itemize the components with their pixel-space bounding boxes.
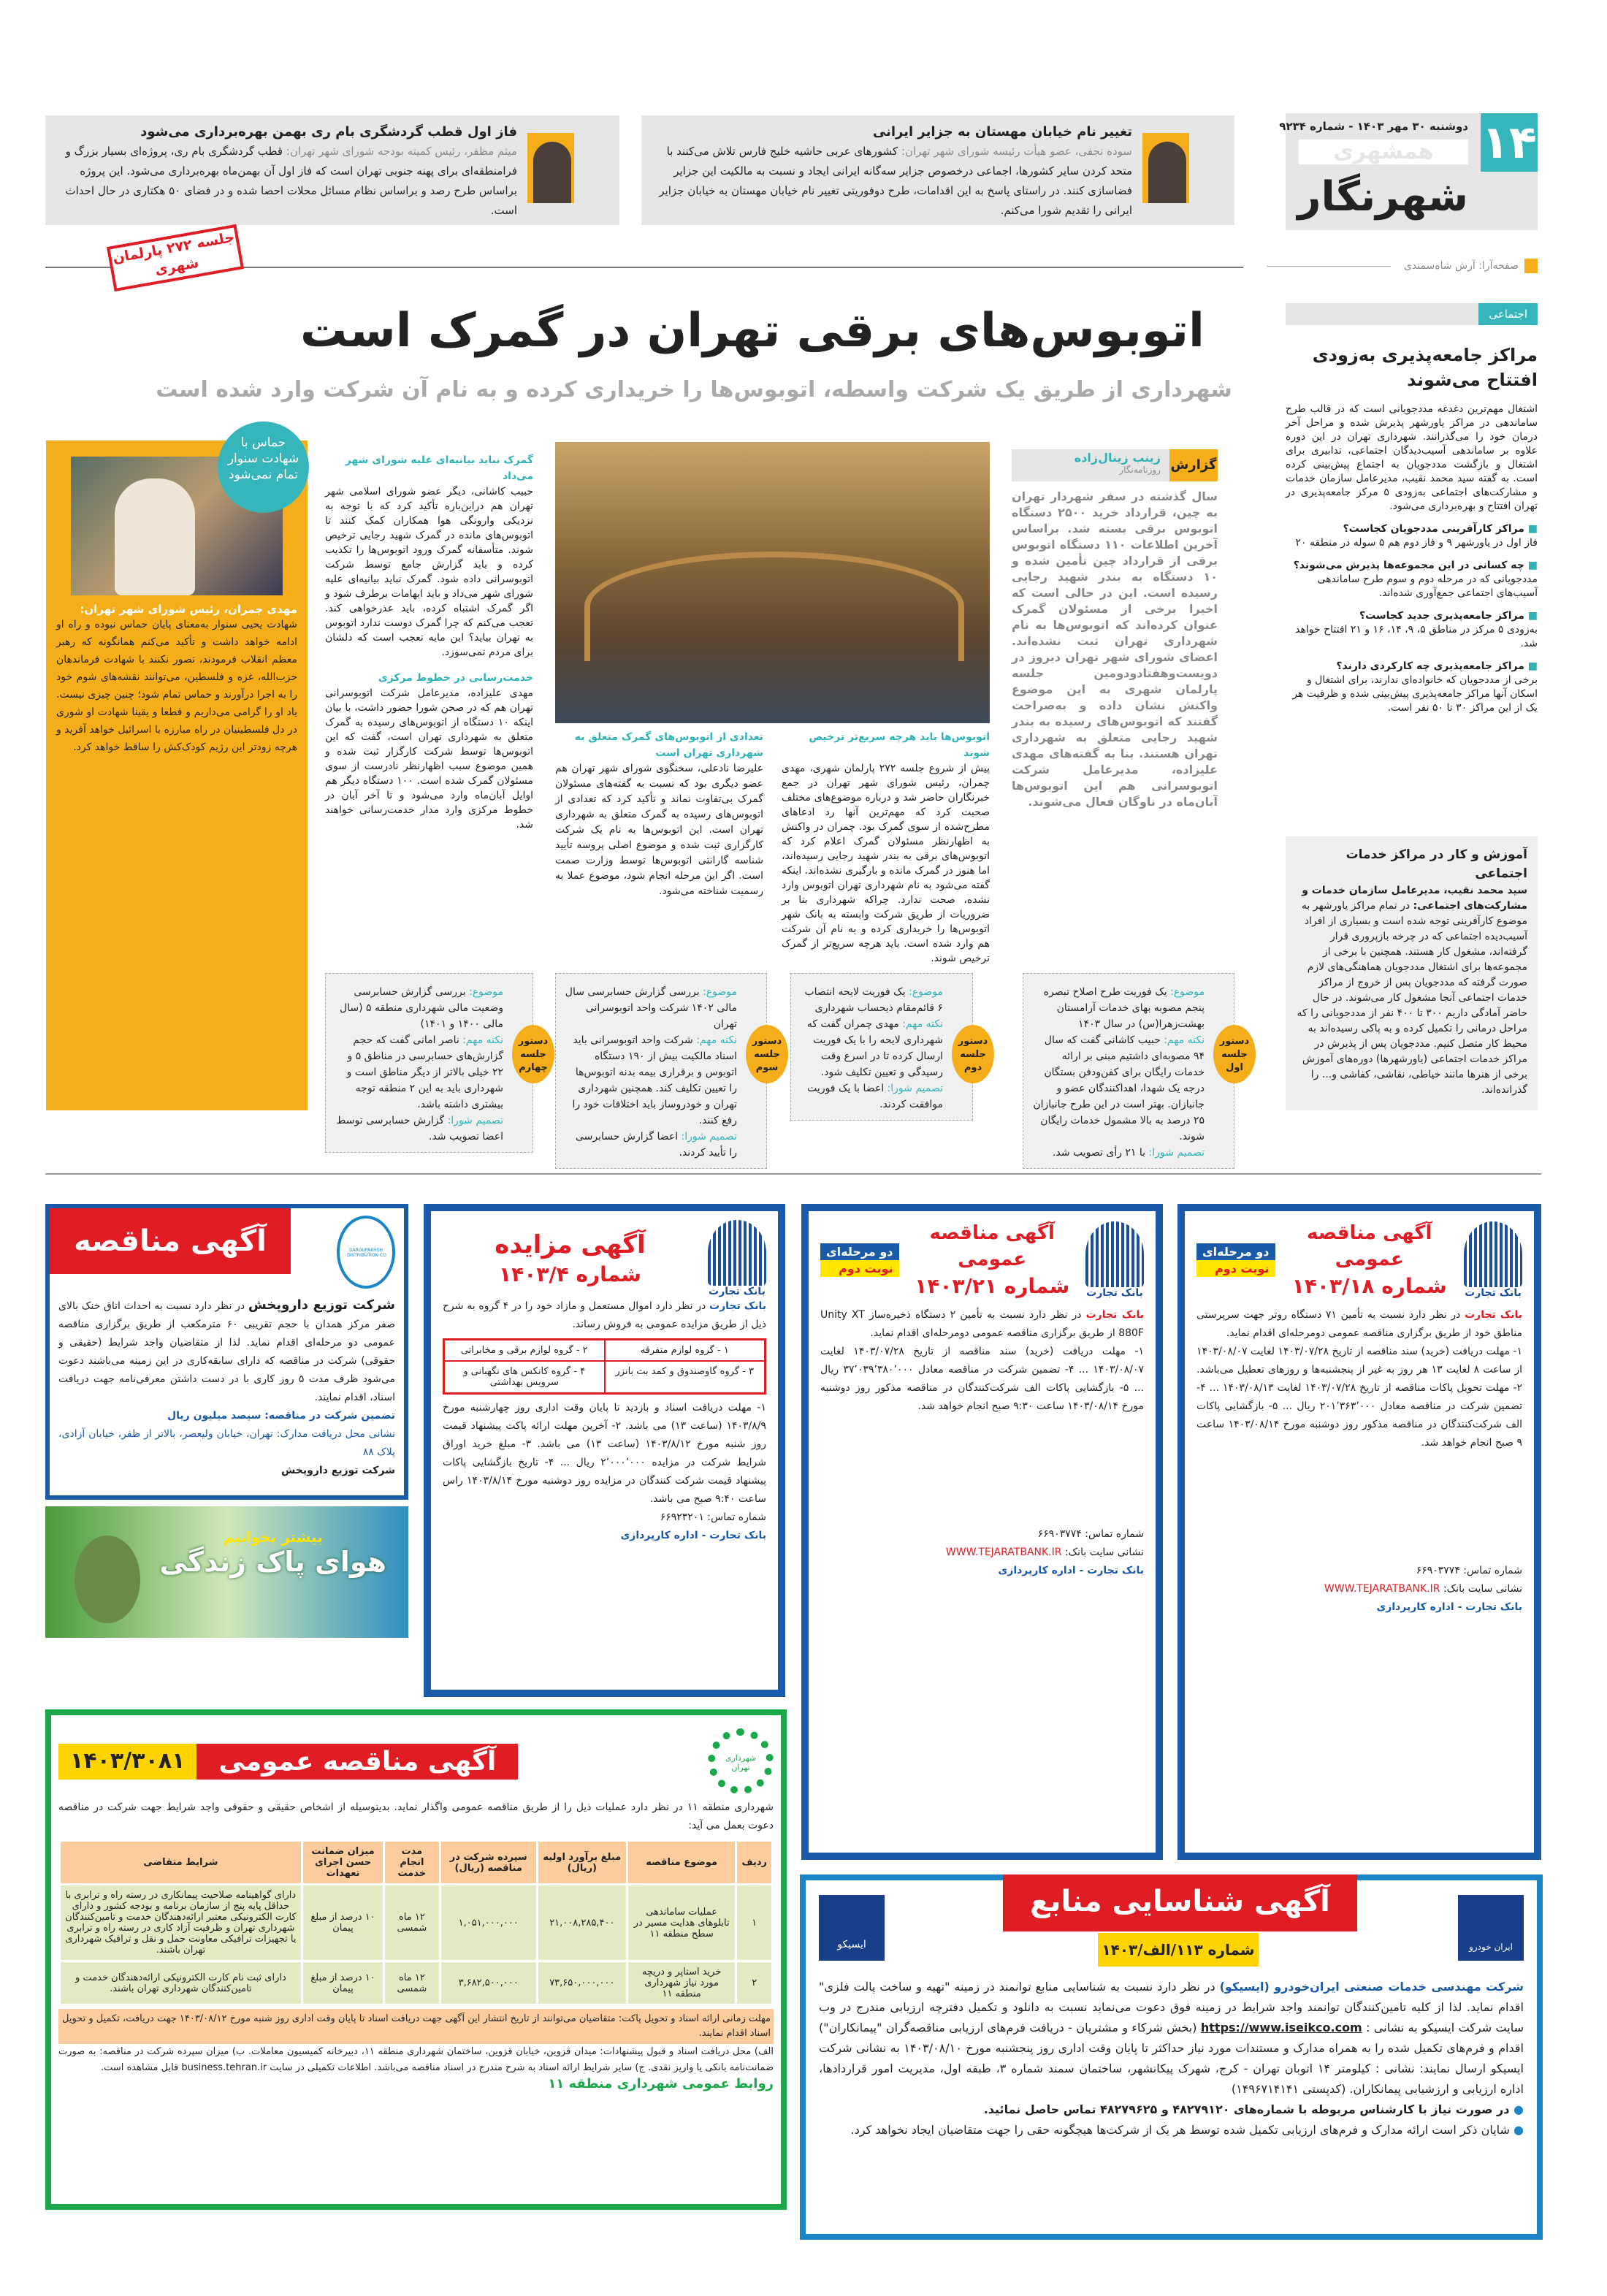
teaser-box [45, 115, 619, 225]
cell: ۱ [736, 1885, 773, 1961]
portrait-photo [527, 133, 574, 203]
ad-intro: در نظر دارد نسبت به تأمین ۷۱ دستگاه روتر جهت سرپرستی مناطق خود از طریق برگزاری مناقصه عمومی دومرحله‌ای اقدام نماید. [1196, 1309, 1522, 1339]
teaser-text: قطب گردشگری بام ری، پروژه‌ای بسیار بزرگ و فرامنطقه‌ای برای پهنه جنوبی تهران است که فاز اول آن بهمن‌ماه بهره‌برداری می‌شود. این پروژه براساس طرح رصد و براساس نظام مسائل محلات احصا شده و در فضای ۵۰ هکتاری در حال احداث است. [65, 145, 517, 217]
teaser-speaker: سوده نجفی، عضو هیأت رئیسه شورای شهر تهران: [901, 145, 1132, 158]
cell: ۱,۰۵۱,۰۰۰,۰۰۰ [440, 1885, 537, 1961]
section-text: مهدی علیزاده، مدیرعامل شرکت اتوبوسرانی تهران هم که در صحن شورا حضور داشت، با بیان اینکه ۱۰ دستگاه از اتوبوس‌های رسیده به گمرک متعلق به شهرداری تهران است، گفت که این اتوبوس‌ها توسط شرکت کارگزار ثبت شده و همین موضوع سبب اظهارنظر نادرست از سوی مسئولان گمرک شده است. ۱۰۰ دستگاه دیگر هم اوایل آبان‌ماه وارد می‌شود و تا آخر آبان در خطوط مرکزی وارد مدار خدمت‌رسانی خواهند شد. [325, 687, 533, 831]
council-session-photo [555, 442, 990, 723]
divider [1267, 266, 1391, 267]
answer: مددجویانی که در مرحله دوم و سوم طرح ساماندهی آسیب‌های اجتماعی جمع‌آوری شده‌اند. [1317, 573, 1538, 599]
label: نکته مهم: [696, 1034, 737, 1046]
ad-title: آگهی مناقصه عمومی [929, 1222, 1055, 1270]
ad-title: آگهی مناقصه عمومی [1307, 1222, 1432, 1270]
topic: بررسی گزارش حسابرسی وضعیت مالی شهرداری منطقه ۵ (سال مالی ۱۴۰۰ و ۱۴۰۱) [339, 986, 503, 1030]
session-badge: دستور جلسه اول [1213, 1025, 1256, 1083]
ad-number: شماره ۱۴۰۳/۱۸ [1291, 1274, 1447, 1298]
company-name: شرکت مهندسی خدمات صنعتی ایران‌خودرو (ایسیکو) [1219, 1980, 1524, 1994]
marker-icon [1524, 259, 1538, 273]
cell: عملیات ساماندهی تابلوهای هدایت مسیر در سطح منطقه ۱۱ [627, 1885, 736, 1961]
company-name: شرکت توزیع داروپخش [248, 1297, 395, 1313]
divider [45, 1173, 1541, 1175]
cell: ۱۲ ماه شمسی [384, 1961, 440, 2005]
question: مراکز کارآفرینی مددجویان کجاست؟ [1343, 523, 1524, 535]
iseikco-logo: ایسیکو [819, 1895, 885, 1961]
answer: برخی از مددجویان که خانواده‌ای ندارند، برای اشتغال و اسکان آنها مراکز جامعه‌پذیری پیش‌بینی شده و ظرفیت هر یک از این مراکز ۳۰ تا ۵۰ نفر است. [1292, 674, 1538, 714]
badge: دو مرحله‌ای [820, 1243, 899, 1260]
group-item: ۴ - گروه کانکس های نگهبانی و سرویس بهداشتی [444, 1361, 605, 1393]
cell: ۲۱,۰۰۸,۲۸۵,۴۰۰ [537, 1885, 627, 1961]
col-header: سپرده شرکت در مناقصه (ریال) [440, 1841, 537, 1885]
ad-body: در نظر دارد نسبت به احداث اتاق خنک بالای صفر مرکز همدان با حجم تقریبی ۶۰ مترمکعب از طریق برگزاری مناقصه عمومی دو مرحله‌ای اقدام نماید. لذا از متقاضیان واجد شرایط (حقیقی و حقوقی) شرکت در مناقصه که دارای سابقه‌کاری در این زمینه می‌باشند دعوت می‌شود ظرف مدت ۵ روز کاری با در دست داشتن معرفی‌نامه جهت دریافت اسناد، اقدام نمایند. [58, 1300, 396, 1403]
ad-number: ۱۴۰۳/۳۰۸۱ [58, 1744, 196, 1780]
ad-body: ۱- مهلت دریافت (خرید) سند مناقصه از تاریخ ۱۴۰۳/۰۷/۲۸ لغایت ۱۴۰۳/۰۸/۰۷ ... ۴- تضمین شرکت در مناقصه معادل ۳۷٬۰۳۹٬۳۸۰٬۰۰۰ ریال ... ۵- بازگشایی پاکات الف شرکت‌کنندگان در مناقصه مذکور روز دوشنبه مورخ ۱۴۰۳/۰۸/۱۴ ساعت ۹:۳۰ صبح انجام خواهد شد. [820, 1346, 1144, 1412]
ad-title: آگهی مزایده [495, 1230, 646, 1259]
bank-website-link[interactable]: WWW.TEJARATBANK.IR [945, 1546, 1062, 1558]
label: تصمیم شورا: [681, 1131, 737, 1143]
badge: دو مرحله‌ای [1196, 1243, 1275, 1260]
tender-table [58, 1839, 774, 2006]
byline [1012, 449, 1218, 481]
ad-number: شماره ۱۱۳/الف/۱۴۰۳ [1098, 1933, 1259, 1967]
ad-note: نشانی محل دریافت مدارک: تهران، خیابان ولیعصر، بالاتر از ظفر، خیابان آزادی، پلاک ۸۸ [58, 1428, 395, 1458]
bank-name: بانک تجارت [709, 1300, 766, 1312]
article-col-3 [325, 442, 533, 832]
table-row [60, 1961, 773, 2005]
resolution-box [1023, 973, 1250, 1169]
masthead [1279, 113, 1538, 230]
session-badge: دستور جلسه دوم [952, 1025, 994, 1083]
qa-list: ■ مراکز کارآفرینی مددجویان کجاست؟ فاز اول در یاورشهر ۹ و فاز دوم هم ۵ سوله در منطقه ۲۰ ■ چه کسانی در این مجموعه‌ها پذیرش می‌شوند؟ مددجویانی که در مرحله دوم و سوم طرح ساماندهی آسیب‌های اجتماعی جمع‌آوری شده‌اند. ■ مراکز جامعه‌پذیری جدید کجاست؟ به‌زودی ۵ مرکز در مناطق ۵، ۹، ۱۴، ۱۶ و ۲۱ افتتاح خواهد شد. ■ مراکز جامعه‌پذیری چه کارکردی دارند؟ برخی از مددجویان که خانواده‌ای ندارند، برای اشتغال و اسکان آنها مراکز جامعه‌پذیری پیش‌بینی شده و ظرفیت هر یک از این مراکز ۳۰ تا ۵۰ نفر است. [1286, 522, 1538, 715]
ad-tejarat-tender-18 [1177, 1204, 1541, 1860]
col-header: موضوع مناقصه [627, 1841, 736, 1885]
quote-speaker: مهدی چمران، رئیس شورای شهر تهران: [80, 603, 297, 616]
bank-name: بانک تجارت [709, 1286, 766, 1297]
author-role: روزنامه‌نگار [1119, 465, 1161, 475]
site-label: نشانی سایت بانک: [1064, 1546, 1144, 1558]
label: تصمیم شورا: [887, 1083, 943, 1094]
resolution-box [325, 973, 549, 1153]
ad-note: شایان ذکر است ارائه مدارک و فرم‌های ارزیابی تکمیل شده توسط هر یک از شرکت‌ها هیچگونه حقی را جهت متقاضیان ایجاد نخواهد کرد. [850, 2123, 1510, 2137]
credit-text: صفحه‌آرا: آرش شاه‌سمندی [1403, 260, 1519, 272]
ad-body: ۱- مهلت دریافت اسناد و بازدید تا پایان وقت اداری روز چهارشنبه مورخ ۱۴۰۳/۸/۹ (ساعت ۱۳) می باشد. ۲- آخرین مهلت ارائه پاکت پیشنهاد قیمت روز شنبه مورخ ۱۴۰۳/۸/۱۲ (ساعت ۱۳) می باشد. ۳- مبلغ خرید اوراق شرایط شرکت در مزایده ۲٬۰۰۰٬۰۰۰ ریال ... ۴- تاریخ بازگشایی پاکات پیشنهاد قیمت شرکت کنندگان در مزایده روز دوشنبه مورخ ۱۴۰۳/۸/۱۴ راس ساعت ۹:۴۰ صبح می باشد. [443, 1402, 767, 1505]
note: مهدی چمران گفت که شهرداری لایحه را با یک فوریت ارسال کرده تا در اسرع وقت رسیدگی و تعیین تکلیف شود. [806, 1018, 943, 1078]
sidebar [1286, 303, 1538, 715]
subheadline: شهرداری از طریق یک شرکت واسطه، اتوبوس‌ها را خریداری کرده و به نام آن شرکت وارد شده است [156, 377, 1232, 403]
teaser-text: کشورهای عربی حاشیه خلیج فارس تلاش می‌کنند با متحد کردن سایر کشورها، اجماعی درخصوص جزایر سه‌گانه ایرانی ایجاد و نسبت به مالکیت این جزایر فضاسازی کنند. در راستای پاسخ به این اقدامات، طرح دوفوریتی تغییر نام خیابان مهستان به خیابان جزایر ایرانی را تقدیم شورا می‌کنم. [659, 145, 1132, 217]
ad-footer: بانک تجارت - اداره کارپردازی [998, 1565, 1144, 1576]
teaser-box [641, 115, 1234, 225]
col-header: مبلغ برآورد اولیه (ریال) [537, 1841, 627, 1885]
author-name: زینب زینال‌زاده [1074, 451, 1161, 465]
tejarat-bank-logo [708, 1220, 766, 1286]
resolution-box [790, 973, 988, 1121]
ad-body: ۱- مهلت دریافت (خرید) سند مناقصه از تاریخ ۱۴۰۳/۰۷/۲۸ لغایت ۱۴۰۳/۰۸/۰۷ از ساعت ۸ لغایت ۱۳ هر روز به غیر از پنجشنبه‌ها و روزهای تعطیل می‌باشد. ۲- مهلت تحویل پاکات مناقصه از تاریخ ۱۴۰۳/۰۷/۲۸ لغایت ۱۴۰۳/۰۸/۱۳ ... ۴- تضمین شرکت در مناقصه معادل ۲۰۱٬۳۶۳٬۰۰۰ ریال ... ۵- بازگشایی پاکات الف شرکت‌کنندگان در مناقصه مذکور روز دوشنبه مورخ ۱۴۰۳/۰۸/۱۴ ساعت ۹ صبح انجام خواهد شد. [1196, 1346, 1523, 1449]
quote-box [46, 435, 308, 1110]
article-col-2b [555, 729, 763, 899]
teaser-title: فاز اول قطب گردشگری بام ری بهمن بهره‌برداری می‌شود [140, 124, 517, 140]
session-badge: دستور جلسه چهارم [512, 1025, 554, 1083]
banner-text: هوای پاک زندگی [159, 1546, 386, 1578]
cell: ۳,۶۸۲,۵۰۰,۰۰۰ [440, 1961, 537, 2005]
label: موضوع: [909, 986, 943, 998]
topic: یک فوریت طرح اصلاح تبصره پنجم مصوبه بهای خدمات آرامستان بهشت‌زهرا(س) در سال ۱۴۰۳ [1043, 986, 1205, 1030]
ad-daroupakhsh-tender [45, 1204, 408, 1500]
answer: فاز اول در یاورشهر ۹ و فاز دوم هم ۵ سوله در منطقه ۲۰ [1295, 537, 1538, 549]
decision: اعضا گزارش حسابرسی را تأیید کردند. [575, 1131, 737, 1159]
teaser-title: تغییر نام خیابان مهستان به جزایر ایرانی [872, 124, 1132, 140]
bank-name: بانک تجارت [1085, 1309, 1144, 1321]
ad-phone: شماره تماس: ۶۶۹۲۳۲۰۱ [660, 1511, 766, 1523]
badge: نوبت دوم [820, 1260, 899, 1277]
section-heading: تعدادی از اتوبوس‌های گمرک متعلق به شهرداری تهران است [574, 731, 763, 759]
ad-body: (بخش شرکاء و مشتریان - دریافت فرم‌های ارزیابی مناقصه‌گران "پیمانکاران") اقدام و فرم‌های تکمیل شده را به همراه مدارک و مستندات مورد نیاز حداکثر تا پایان وقت اداری روز پنجشنبه مورخ ۱۴۰۳/۰۸/۱۰ به نشانی شرکت ایسیکو ارسال نمایند: نشانی : کیلومتر ۱۴ اتوبان تهران - کرج، شهرک پیکانشهر، ساختمان سمند شماره ۳، طبقه اول، مدیریت امور قراردادها، اداره ارزیابی و ارزشیابی پیمانکاران. (کدپستی ۱۴۹۶۷۱۴۱۴۱) [819, 2021, 1524, 2096]
topic: یک فوریت لایحه انتصاب ۶ قائم‌مقام ذیحساب شهرداری [804, 986, 943, 1014]
section-tag-bar [1286, 303, 1538, 325]
ad-intro: شهرداری منطقه ۱۱ در نظر دارد عملیات ذیل را از طریق مناقصه عمومی واگذار نماید. بدینوسیله از اشخاص حقیقی و حقوقی واجد شرایط جهت شرکت در مناقصه دعوت بعمل می آید: [58, 1801, 774, 1831]
ad-phone: شماره تماس: ۶۶۹۰۳۷۷۴ [1037, 1528, 1144, 1540]
cell: ۱۰ درصد از مبلغ پیمان [302, 1961, 383, 2005]
label: نکته مهم: [462, 1034, 503, 1046]
banner-text: بیشتر بخوانیم [223, 1528, 323, 1546]
badge: نوبت دوم [1196, 1260, 1275, 1277]
page-number: ۱۴ [1481, 113, 1538, 172]
section-text: حبیب کاشانی، دیگر عضو شورای اسلامی شهر تهران هم دراین‌باره تأکید کرد که با توجه به نزدیکی وارونگی هوا همکاران کمک کنند تا اتوبوس‌های مانده در گمرک شهید رجایی ترخیص شوند. متأسفانه گمرک ورود اتوبوس‌ها را تکذیب کرده و باید گزارش جامع توسط شرکت اتوبوسرانی داده شود. گمرک نباید بیانیه‌ای علیه شورای شهر می‌داد و باید ابهامات برطرف شود و اگر گمرک اشتباه کرده، باید عذرخواهی کند. تعجب می‌کنم که چرا گمرک دوست ندارد اتوبوس به تهران بیاید؟ این مایه تعجب است که دلشان برای مردم نمی‌سوزد. [325, 486, 533, 658]
section-heading: خدمت‌رسانی در خطوط مرکزی [378, 672, 533, 684]
session-stamp: جلسه ۲۷۲ پارلمان شهری [107, 224, 244, 291]
ad-deadline: مهلت زمانی ارائه اسناد و تحویل پاکت: متقاضیان می‌توانند از تاریخ انتشار این آگهی جهت دریافت اسناد تا پایان وقت اداری روز شنبه مورخ ۱۴۰۳/۰۸/۱۲ جهت دریافت، تکمیل و تحویل اسناد اقدام نمایند. [58, 2009, 774, 2044]
ad-tejarat-tender-21 [801, 1204, 1163, 1860]
cell: ۱۲ ماه شمسی [384, 1885, 440, 1961]
ad-footer: بانک تجارت - اداره کارپردازی [620, 1530, 766, 1541]
ad-intro: در نظر دارد نسبت به تأمین ۲ دستگاه ذخیره‌ساز Unity XT 880F از طریق برگزاری مناقصه عمومی دومرحله‌ای اقدام نماید. [820, 1309, 1144, 1339]
note: ناصر امانی گفت که حجم گزارش‌های حسابرسی در مناطق ۵ و ۲۲ خیلی بالاتر از دیگر مناطق است و شهرداری باید به این ۲ منطقه توجه بیشتری داشته باشد. [346, 1034, 503, 1110]
decision: گزارش حسابرسی توسط اعضا تصویب شد. [336, 1115, 503, 1143]
ad-note: تضمین شرکت در مناقصه: سیصد میلیون ریال [167, 1410, 395, 1422]
sidebar-title: مراکز جامعه‌پذیری به‌زودی افتتاح می‌شوند [1312, 345, 1538, 390]
ad-municipality-tender [45, 1709, 787, 2210]
article-col-1 [1012, 449, 1218, 810]
label: موضوع: [469, 986, 503, 998]
section-heading: گمرک نباید بیانیه‌ای علیه شورای شهر می‌داد [345, 454, 533, 482]
table-row [60, 1885, 773, 1961]
ad-tejarat-auction [424, 1204, 785, 1697]
ad-number: شماره ۱۴۰۳/۲۱ [915, 1274, 1070, 1298]
section-text: پیش از شروع جلسه ۲۷۲ پارلمان شهری، مهدی چمران، رئیس شورای شهر تهران در جمع خبرنگاران حاضر شد و درباره موضوع‌های مختلف صحبت کرد که مهم‌ترین آنها رد ادعاهای مطرح‌شده از سوی گمرک بود. چمران در واکنش به اظهارنظر مسئولان گمرک اعلام کرد که اتوبوس‌های برقی به بندر شهید رجایی رسیده‌اند، اما هنوز در گمرک مانده و بارگیری نشده‌اند. اینکه گفته می‌شود به نام شهرداری تهران اتوبوس وارد نشده، صحت ندارد. چراکه شهرداری بنا بر ضروریات از طریق شرکت وابسته به بانک شهر اتوبوس‌ها را خریداری کرده و به نام آن شرکت هم وارد شده است. باید هرچه سریع‌تر از گمرک ترخیص شوند. [782, 763, 990, 964]
bank-name: بانک تجارت [1465, 1287, 1522, 1299]
article-col-2a [782, 729, 990, 966]
article-lead: سال گذشته در سفر شهردار تهران به چین، قرارداد خرید ۲۵۰۰ دستگاه اتوبوس برقی بسته شد. براساس آخرین اطلاعات ۱۱۰ دستگاه اتوبوس برقی از قرارداد چین تأمین شده و ۱۰ دستگاه به بندر شهید رجایی رسیده است. این در حالی است که اخیرا برخی از مسئولان گمرک عنوان کرده‌اند که اتوبوس‌ها به نام شهرداری تهران ثبت نشده‌اند. اعضای شورای شهر تهران دیروز در دویست‌وهفتادودومین جلسه پارلمان شهری به این موضوع واکنش نشان داده و به‌صراحت گفتند که اتوبوس‌های رسیده به بندر شهید رجایی متعلق به شهرداری تهران هستند. بنا به گفته‌های مهدی علیزاده، مدیرعامل شرکت اتوبوسرانی هم این اتوبوس‌ها آبان‌ماه در ناوگان فعال می‌شوند. [1012, 489, 1218, 809]
question: مراکز جامعه‌پذیری جدید کجاست؟ [1359, 610, 1524, 622]
ad-number: شماره ۱۴۰۳/۴ [499, 1262, 641, 1286]
cell: خرید استاپر و دریچه مورد نیاز شهرداری منطقه ۱۱ [627, 1961, 736, 2005]
topic: بررسی گزارش حسابرسی سال مالی ۱۴۰۲ شرکت واحد اتوبوسرانی تهران [565, 986, 737, 1030]
bank-name: بانک تجارت [1465, 1309, 1522, 1321]
supplement-logo: همشهری [1299, 140, 1468, 164]
ad-title: آگهی مناقصه عمومی [196, 1744, 518, 1780]
question: چه کسانی در این مجموعه‌ها پذیرش می‌شوند؟ [1293, 560, 1524, 571]
tejarat-bank-logo [1085, 1221, 1144, 1287]
box-speaker: سید محمد نقیب، مدیرعامل سازمان خدمات و مشارکت‌های اجتماعی: [1302, 885, 1527, 912]
ad-title: آگهی شناسایی منابع [1003, 1874, 1357, 1931]
col-header: شرایط متقاضی [60, 1841, 302, 1885]
label: موضوع: [1170, 986, 1205, 998]
auction-groups [443, 1338, 766, 1395]
quote-text: شهادت یحیی سنوار به‌معنای پایان حماس نبوده و راه او ادامه خواهد داشت و تأکید می‌کنم همانگونه که رهبر معظم انقلاب فرمودند، تصور نکنند با شهادت فرماندهان حزب‌الله، غزه و فلسطین، می‌توانند نقشه‌های شوم خود را به اجرا درآورند و حماس تمام شود؛ چنین چیزی نیست. یاد او را گرامی می‌داریم و قطعا و یقینا شهادت او شوری در دل فلسطینیان در راه مبارزه با اسرائیل خواهد آفرید و هرچه زودتر این رژیم کودک‌کش را ساقط خواهد کرد. [56, 619, 297, 753]
cell: دارای گواهینامه صلاحیت پیمانکاری در رسته راه و ترابری با حداقل پایه پنج از سازمان برنامه و بودجه کشور و دارای کارت الکترونیکی معتبر ارائه‌دهندگان خدمت و تامین‌کنندگان شهرداری تهران و ظرفیت آزاد کاری در رسته راه و ترابری یا تجهیزات ترافیکی معاونت حمل و نقل و ترافیک شهرداری تهران باشند. [60, 1885, 302, 1961]
ad-footer: شرکت توزیع داروپخش [281, 1465, 395, 1476]
ad-iseikco-sourcing: ایران خودرو ایسیکو آگهی شناسایی منابع شماره ۱۱۳/الف/۱۴۰۳ شرکت مهندسی خدمات صنعتی ایران‌خودرو (ایسیکو) در نظر دارد نسبت به شناسایی منابع توانمند در زمینه "تهیه و ساخت پالت فلزی" اقدام نماید. لذا از کلیه تامین‌کنندگان توانمند واجد شرایط در زمینه فوق دعوت می‌نماید نسبت به دانلود و تکمیل دفترچه ارزیابی مندرج در وب سایت شرکت ایسیکو به نشانی : https://www.iseikco.com (بخش شرکاء و مشتریان - دریافت فرم‌های ارزیابی مناقصه‌گران "پیمانکاران") اقدام و فرم‌های تکمیل شده را به همراه مدارک و مستندات مورد نیاز حداکثر تا پایان وقت اداری روز پنجشنبه مورخ ۱۴۰۳/۰۸/۱۰ به نشانی شرکت ایسیکو ارسال نمایند: نشانی : کیلومتر ۱۴ اتوبان تهران - کرج، شهرک پیکانشهر، ساختمان سمند شماره ۳، طبقه اول، مدیریت امور قراردادها، اداره ارزیابی و ارزشیابی پیمانکاران. (کدپستی ۱۴۹۶۷۱۴۱۴۱) ● در صورت نیاز با کارشناس مربوطه با شماره‌های ۴۸۲۷۹۱۲۰ و ۴۸۲۷۹۶۲۵ تماس حاصل نمائید. ● شایان ذکر است ارائه مدارک و فرم‌های ارزیابی تکمیل شده توسط هر یک از شرکت‌ها هیچگونه حقی را جهت متقاضیان ایجاد نخواهد کرد. [800, 1874, 1543, 2240]
section-text: علیرضا نادعلی، سخنگوی شورای شهر تهران هم عضو دیگری بود که نسبت به گفته‌های مسئولان گمرک بی‌تفاوت نماند و تأکید کرد که تعدادی از اتوبوس‌های رسیده به گمرک متعلق به شهرداری تهران است. این اتوبوس‌ها به نام یک شرکت کارگزاری ثبت شده و موضوع اصلی پروسه تأیید شناسه گارانتی اتوبوس‌ها توسط وزارت صمت است. اگر این مرحله انجام شود، موضوع عملا به رسمیت شناخته می‌شود. [555, 763, 763, 897]
clean-air-banner [45, 1506, 408, 1638]
label: تصمیم شورا: [1148, 1147, 1205, 1159]
note: شرکت واحد اتوبوسرانی باید اسناد مالکیت بیش از ۱۹۰ دستگاه اتوبوس و برقراری بیمه بدنه اتوبوس‌ها را تعیین تکلیف کند. همچنین شهرداری تهران و خودروساز باید اختلافات خود را رفع کنند. [572, 1034, 737, 1126]
layout-credit [1267, 259, 1538, 273]
tehran-municipality-logo: شهرداری تهران [708, 1728, 774, 1794]
headline: اتوبوس‌های برقی تهران در گمرک است [300, 304, 1205, 358]
site-label: نشانی سایت بانک: [1443, 1583, 1522, 1595]
sidebar-box [1286, 836, 1538, 1110]
group-item: ۱ - گروه لوازم متفرقه [605, 1340, 766, 1361]
daroupakhsh-logo: DAROUPAKHSH DISTRIBUTION CO. [337, 1216, 395, 1289]
cell: ۲ [736, 1961, 773, 2005]
decision: اعضا با یک فوریت موافقت کردند. [807, 1083, 943, 1110]
section-heading: اتوبوس‌ها باید هرچه سریع‌تر ترخیص شوند [809, 731, 990, 759]
bank-website-link[interactable]: WWW.TEJARATBANK.IR [1324, 1583, 1440, 1595]
section-tag: اجتماعی [1478, 303, 1538, 325]
cell: ۱۰ درصد از مبلغ پیمان [302, 1885, 383, 1961]
label: تصمیم شورا: [447, 1115, 503, 1126]
council-table [584, 552, 964, 661]
ad-footer: روابط عمومی شهرداری منطقه ۱۱ [548, 2076, 774, 2091]
cell: ۷۳,۶۵۰,۰۰۰,۰۰۰ [537, 1961, 627, 2005]
sidebar-lead: اشتغال مهم‌ترین دغدغه مددجویانی است که در قالب طرح ساماندهی در مراکز یاورشهر پذیرش شده و مراحل آخر درمان خود را می‌گذرانند. شهرداری تهران در این دوره علاوه بر ساماندهی آسیب‌دیدگان اجتماعی، تدابیری برای اشتغال و بازگشت مددجویان به اجتماع پیش‌بینی کرده است. به گفته سید محمد نقیب، مدیرعامل سازمان خدمات و مشارکت‌های اجتماعی به‌زودی ۵ مرکز جامعه‌پذیری در تهران افتتاح و بهره‌برداری می‌شود. [1286, 403, 1538, 512]
quote-badge: حماس با شهادت سنوار تمام نمی‌شود [218, 422, 309, 513]
speaker-figure [115, 478, 195, 595]
box-text: در تمام مراکز یاورشهر به موضوع کارآفرینی توجه شده است و بسیاری از افراد آسیب‌دیده اجتماعی که در چرخه بازپروری قرار گرفته‌اند، مشغول کار هستند. همچنین با برخی از مجموعه‌ها برای اشتغال مددجویان هماهنگی‌های لازم صورت گرفته که مددجویان پس از خروج از مراکز خدمات اجتماعی آنجا مشغول کار می‌شوند. در حال حاضر آمادگی داریم ۳۰۰ تا ۴۰۰ نفر از مددجویانی را که مراحل درمانی را تکمیل کرده و به پاکی رسیده‌اند به محیط کار متصل کنیم. مددجویان پس از پذیرش در مراکز خدمات اجتماعی (یاورشهرها) دوره‌های آموزش برخی از هنرها مانند خیاطی، نقاشی، کفاشی و... را گذرانده‌اند. [1297, 900, 1527, 1096]
ad-footer: بانک تجارت - اداره کارپردازی [1376, 1601, 1522, 1613]
iseikco-website-link[interactable]: https://www.iseikco.com [1200, 2021, 1362, 2034]
group-item: ۲ - گروه لوازم برقی و مخابراتی [444, 1340, 605, 1361]
label: نکته مهم: [902, 1018, 943, 1030]
decision: با ۲۱ رأی تصویب شد. [1053, 1147, 1146, 1159]
col-header: مدت انجام خدمت [384, 1841, 440, 1885]
table-header [60, 1841, 773, 1885]
portrait-photo [1142, 133, 1189, 203]
col-header: میزان ضمانت حسن اجرای تعهدات [302, 1841, 383, 1885]
resolution-box [555, 973, 782, 1169]
note: حبیب کاشانی گفت که سال ۹۴ مصوبه‌ای داشتیم مبنی بر ارائه خدمات رایگان برای کفن‌ودفن بستگان درجه یک شهدا، اهداکنندگان عضو و جانبازان. بهتر است در این طرح جانبازان ۲۵ درصد به بالا مشمول خدمات رایگان شوند. [1033, 1034, 1205, 1143]
answer: به‌زودی ۵ مرکز در مناطق ۵، ۹، ۱۴، ۱۶ و ۲۱ افتتاح خواهد شد. [1295, 624, 1538, 649]
label: موضوع: [703, 986, 737, 998]
kicker: گزارش [1169, 449, 1218, 481]
ad-notes: الف) محل دریافت اسناد و قبول پیشنهادات: میدان قزوین، خیابان قزوین، ساختمان شهرداری منطقه ۱۱، دبیرخانه کمیسیون معاملات. ب) میزان سپرده شرکت در مناقصه: به صورت ضمانت‌نامه بانکی یا واریز نقدی. ج) سایر شرایط ارائه اسناد به شرح مندرج در اسناد مناقصه می‌باشد. اطلاعات تکمیلی در سایت business.tehran.ir قابل مشاهده است. [58, 2046, 774, 2073]
ad-contact: در صورت نیاز با کارشناس مربوطه با شماره‌های ۴۸۲۷۹۱۲۰ و ۴۸۲۷۹۶۲۵ تماس حاصل نمائید. [983, 2102, 1510, 2116]
tree-icon [75, 1536, 140, 1623]
tejarat-bank-logo [1464, 1221, 1522, 1287]
ad-title: آگهی مناقصه [50, 1208, 291, 1274]
col-header: ردیف [736, 1841, 773, 1885]
teaser-speaker: میثم مظفر، رئیس کمیته بودجه شورای شهر تهران: [286, 145, 517, 158]
bank-name: بانک تجارت [1086, 1287, 1143, 1299]
ad-body: در نظر دارد نسبت به شناسایی منابع توانمند در زمینه "تهیه و ساخت پالت فلزی" اقدام نماید. لذا از کلیه تامین‌کنندگان توانمند واجد شرایط در زمینه فوق دعوت می‌نماید نسبت به دانلود و تکمیل دفترچه ارزیابی مندرج در وب سایت شرکت ایسیکو به نشانی : [819, 1980, 1524, 2034]
box-title: آموزش و کار در مراکز خدمات اجتماعی [1345, 847, 1527, 881]
group-item: ۳ - گروه گاوصندوق و کمد بت بانزر [605, 1361, 766, 1393]
irankhodro-logo: ایران خودرو [1458, 1895, 1524, 1961]
ad-intro: در نظر دارد اموال مستعمل و مازاد خود را در ۴ گروه به شرح ذیل از طریق مزایده عمومی به فروش رساند. [443, 1300, 766, 1330]
ad-phone: شماره تماس: ۶۶۹۰۳۷۷۴ [1416, 1565, 1522, 1576]
session-badge: دستور جلسه سوم [746, 1025, 788, 1083]
cell: دارای ثبت نام کارت الکترونیکی ارائه‌دهندگان خدمت و تامین‌کنندگان شهرداری تهران باشند. [60, 1961, 302, 2005]
question: مراکز جامعه‌پذیری چه کارکردی دارند؟ [1336, 660, 1524, 672]
issue-date: دوشنبه ۳۰ مهر ۱۴۰۳ - شماره ۹۲۳۴ [1279, 120, 1468, 133]
label: نکته مهم: [1164, 1034, 1205, 1046]
section-logo: شهرنگار [1297, 173, 1468, 221]
